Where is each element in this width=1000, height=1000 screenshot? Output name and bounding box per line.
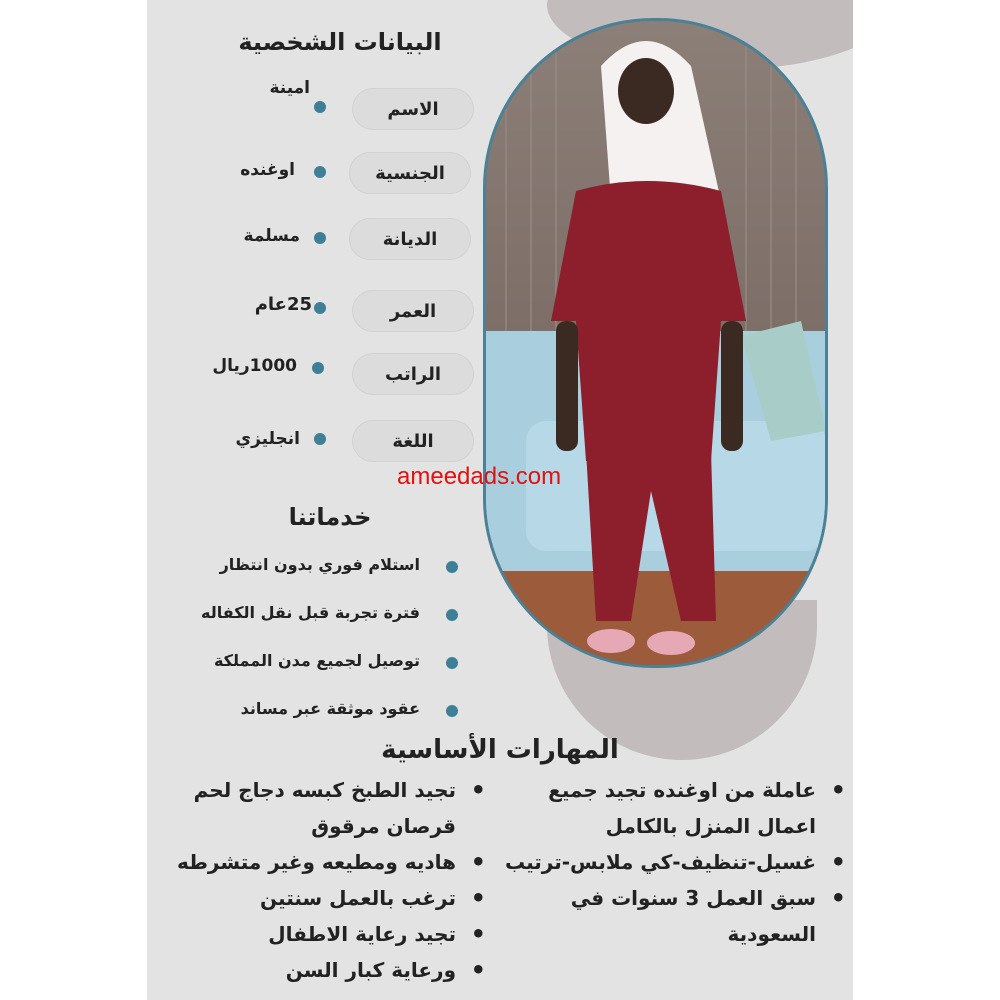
field-value-salary: 1000ريال bbox=[212, 356, 297, 376]
skill-item: • سبق العمل 3 سنوات في السعودية bbox=[500, 880, 850, 952]
skill-item: • ترغب بالعمل سنتين bbox=[150, 880, 490, 916]
bullet-icon bbox=[446, 657, 458, 669]
services-title: خدماتنا bbox=[288, 503, 372, 531]
bullet-icon bbox=[312, 362, 324, 374]
service-item: استلام فوري بدون انتظار bbox=[219, 555, 420, 574]
bullet-icon bbox=[314, 232, 326, 244]
skill-item: • تجيد الطبخ كبسه دجاج لحم قرصان مرقوق bbox=[150, 772, 490, 844]
bullet-icon bbox=[314, 433, 326, 445]
bullet-icon bbox=[446, 561, 458, 573]
field-label-religion: الديانة bbox=[349, 218, 471, 260]
field-label-age: العمر bbox=[352, 290, 474, 332]
field-value-religion: مسلمة bbox=[243, 226, 300, 246]
watermark-text: ameedads.com bbox=[397, 463, 562, 490]
skill-item: • غسيل-تنظيف-كي ملابس-ترتيب bbox=[500, 844, 850, 880]
service-item: توصيل لجميع مدن المملكة bbox=[213, 651, 420, 670]
field-label-name: الاسم bbox=[352, 88, 474, 130]
skill-item: • ورعاية كبار السن bbox=[150, 952, 490, 988]
service-item: فترة تجربة قبل نقل الكفاله bbox=[200, 603, 420, 622]
bullet-icon bbox=[446, 609, 458, 621]
bullet-icon bbox=[446, 705, 458, 717]
service-item: عقود موثقة عبر مساند bbox=[240, 699, 420, 718]
field-label-nationality: الجنسية bbox=[349, 152, 471, 194]
bullet-icon bbox=[314, 101, 326, 113]
field-value-nationality: اوغنده bbox=[240, 160, 295, 180]
field-label-salary: الراتب bbox=[352, 353, 474, 395]
skills-list-right bbox=[500, 772, 850, 952]
skills-title: المهارات الأساسية bbox=[381, 735, 619, 765]
worker-photo bbox=[483, 18, 828, 668]
personal-info-title: البيانات الشخصية bbox=[238, 28, 442, 56]
field-value-name: امينة bbox=[269, 78, 310, 98]
bullet-icon bbox=[314, 166, 326, 178]
skill-item: • تجيد رعاية الاطفال bbox=[150, 916, 490, 952]
field-value-language: انجليزي bbox=[235, 429, 300, 449]
skills-list-left bbox=[150, 772, 490, 988]
services-list bbox=[150, 555, 420, 725]
skill-item: • عاملة من اوغنده تجيد جميع اعمال المنزل بالكامل bbox=[500, 772, 850, 844]
field-value-age: 25عام bbox=[254, 294, 312, 315]
skill-item: • هاديه ومطيعه وغير متشرطه bbox=[150, 844, 490, 880]
bullet-icon bbox=[314, 302, 326, 314]
field-label-language: اللغة bbox=[352, 420, 474, 462]
